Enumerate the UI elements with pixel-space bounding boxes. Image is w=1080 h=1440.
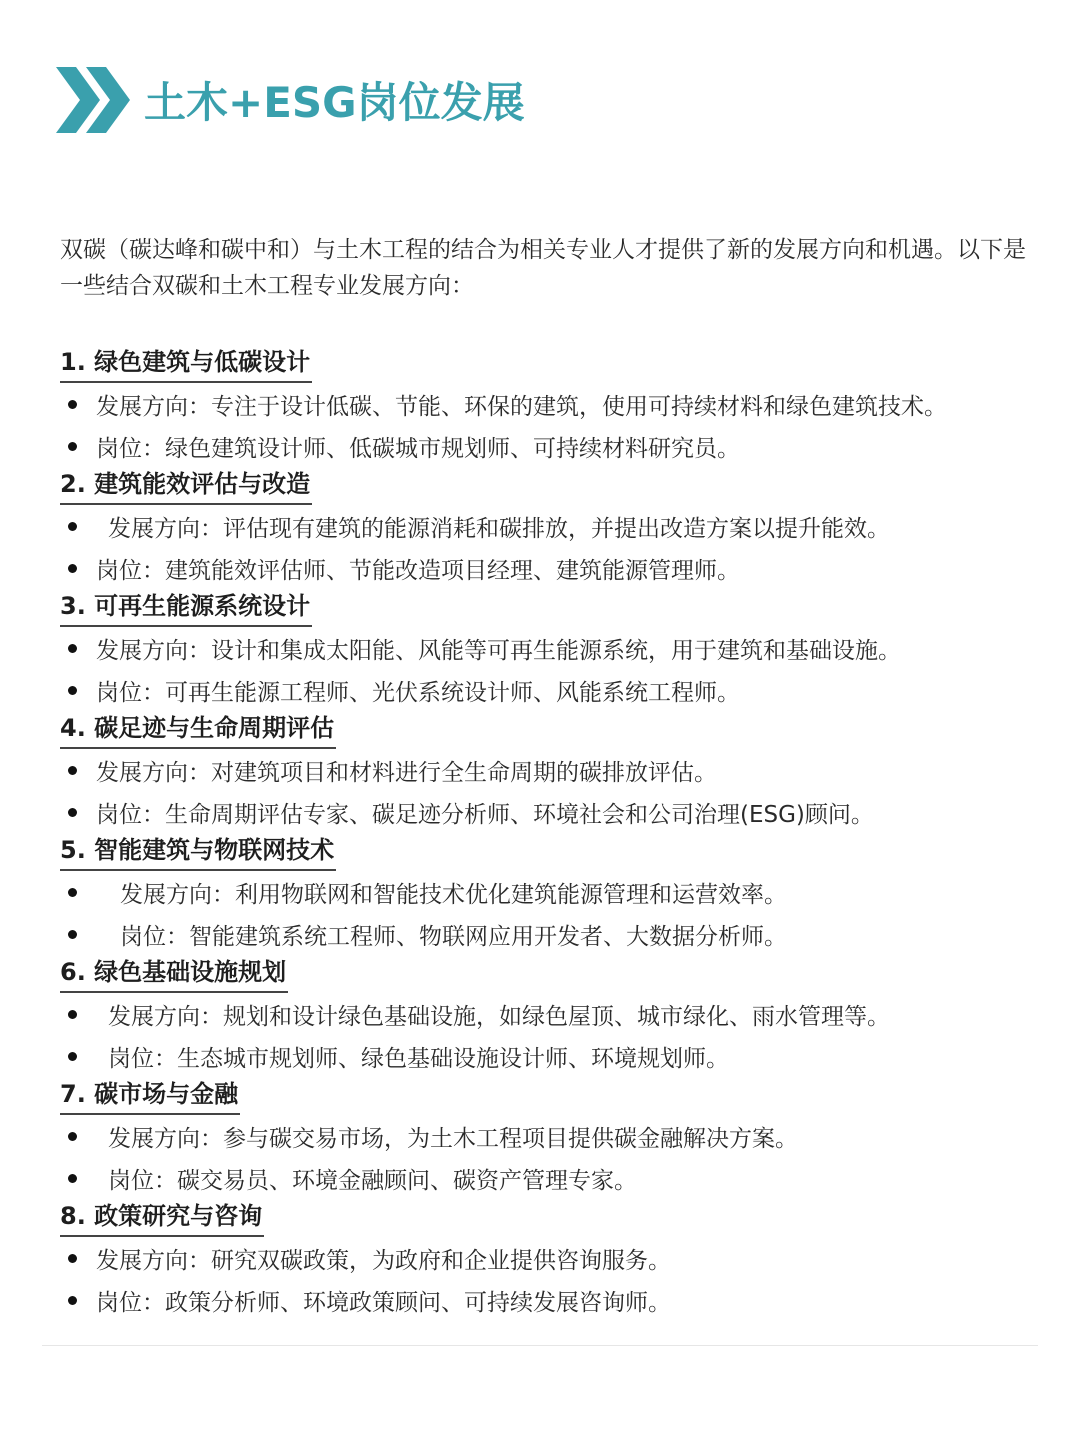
bullet-icon [68, 400, 77, 409]
sections-list [60, 345, 1035, 1321]
page-header [54, 62, 525, 138]
bullet-icon [68, 1174, 77, 1183]
list-item [60, 547, 1035, 589]
bullet-icon [68, 1296, 77, 1305]
section-title: 8. 政策研究与咨询 [60, 1199, 264, 1237]
bullet-icon [68, 442, 77, 451]
double-chevron-icon [54, 65, 134, 135]
list-item [60, 749, 1035, 791]
section-carbon-market [60, 1077, 1035, 1199]
list-item-text: 岗位：智能建筑系统工程师、物联网应用开发者、大数据分析师。 [120, 923, 787, 950]
list-item [60, 383, 1035, 425]
bullet-icon [68, 930, 77, 939]
section-title: 7. 碳市场与金融 [60, 1077, 240, 1115]
section-title: 1. 绿色建筑与低碳设计 [60, 345, 312, 383]
list-item-text: 岗位：绿色建筑设计师、低碳城市规划师、可持续材料研究员。 [96, 435, 740, 462]
list-item [60, 1157, 1035, 1199]
section-policy-research [60, 1199, 1035, 1321]
list-item-text: 岗位：建筑能效评估师、节能改造项目经理、建筑能源管理师。 [96, 557, 740, 584]
list-item [60, 1237, 1035, 1279]
list-item [60, 505, 1035, 547]
section-carbon-footprint [60, 711, 1035, 833]
list-item-text: 岗位：政策分析师、环境政策顾问、可持续发展咨询师。 [96, 1289, 671, 1316]
list-item-text: 发展方向：规划和设计绿色基础设施，如绿色屋顶、城市绿化、雨水管理等。 [108, 1003, 890, 1030]
bullet-icon [68, 522, 77, 531]
section-renewable-energy [60, 589, 1035, 711]
bottom-divider [42, 1345, 1038, 1346]
section-green-infrastructure [60, 955, 1035, 1077]
list-item-text: 发展方向：利用物联网和智能技术优化建筑能源管理和运营效率。 [120, 881, 787, 908]
list-item-text: 发展方向：参与碳交易市场，为土木工程项目提供碳金融解决方案。 [108, 1125, 798, 1152]
section-title: 6. 绿色基础设施规划 [60, 955, 288, 993]
list-item-text: 岗位：生态城市规划师、绿色基础设施设计师、环境规划师。 [108, 1045, 729, 1072]
bullet-icon [68, 766, 77, 775]
list-item-text: 发展方向：评估现有建筑的能源消耗和碳排放，并提出改造方案以提升能效。 [108, 515, 890, 542]
list-item [60, 913, 1035, 955]
list-item-text: 发展方向：设计和集成太阳能、风能等可再生能源系统，用于建筑和基础设施。 [96, 637, 901, 664]
list-item-text: 岗位：碳交易员、环境金融顾问、碳资产管理专家。 [108, 1167, 637, 1194]
bullet-icon [68, 564, 77, 573]
list-item [60, 791, 1035, 833]
bullet-icon [68, 1254, 77, 1263]
bullet-icon [68, 888, 77, 897]
list-item [60, 1035, 1035, 1077]
section-energy-efficiency [60, 467, 1035, 589]
bullet-icon [68, 644, 77, 653]
list-item [60, 425, 1035, 467]
list-item-text: 发展方向：研究双碳政策，为政府和企业提供咨询服务。 [96, 1247, 671, 1274]
list-item [60, 669, 1035, 711]
section-smart-building [60, 833, 1035, 955]
intro-paragraph: 双碳（碳达峰和碳中和）与土木工程的结合为相关专业人才提供了新的发展方向和机遇。以下是一些结合双碳和土木工程专业发展方向： [60, 237, 1026, 299]
section-title: 3. 可再生能源系统设计 [60, 589, 312, 627]
bullet-icon [68, 686, 77, 695]
list-item [60, 871, 1035, 913]
list-item [60, 627, 1035, 669]
bullet-icon [68, 808, 77, 817]
section-title: 5. 智能建筑与物联网技术 [60, 833, 336, 871]
bullet-icon [68, 1010, 77, 1019]
list-item-text: 岗位：可再生能源工程师、光伏系统设计师、风能系统工程师。 [96, 679, 740, 706]
list-item [60, 993, 1035, 1035]
page-title: 土木+ESG岗位发展 [144, 78, 525, 127]
section-title: 4. 碳足迹与生命周期评估 [60, 711, 336, 749]
list-item [60, 1115, 1035, 1157]
list-item-text: 岗位：生命周期评估专家、碳足迹分析师、环境社会和公司治理(ESG)顾问。 [96, 801, 874, 828]
list-item-text: 发展方向：专注于设计低碳、节能、环保的建筑，使用可持续材料和绿色建筑技术。 [96, 393, 947, 420]
list-item [60, 1279, 1035, 1321]
list-item-text: 发展方向：对建筑项目和材料进行全生命周期的碳排放评估。 [96, 759, 717, 786]
section-green-building [60, 345, 1035, 467]
bullet-icon [68, 1132, 77, 1141]
section-title: 2. 建筑能效评估与改造 [60, 467, 312, 505]
bullet-icon [68, 1052, 77, 1061]
